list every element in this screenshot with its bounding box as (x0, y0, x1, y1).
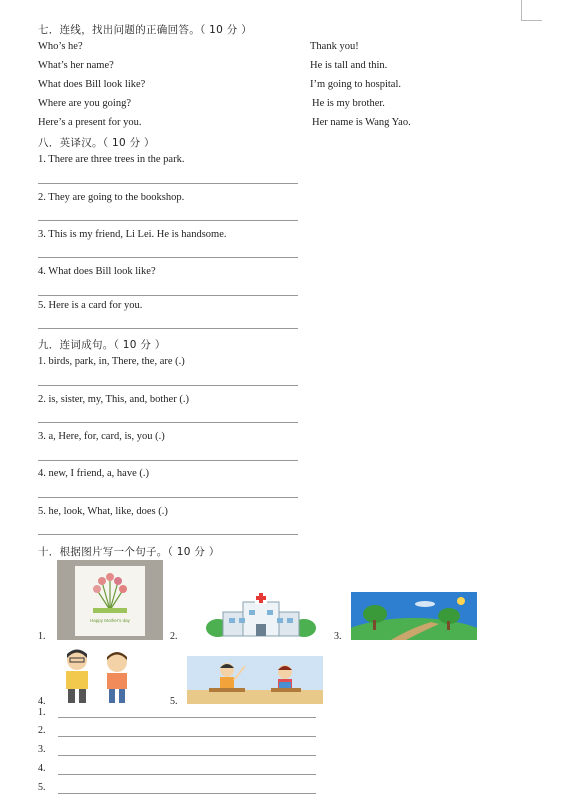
translate-item-3: 3. This is my friend, Li Lei. He is handsome. (38, 229, 227, 240)
picture-label-3: 3. (334, 631, 342, 642)
answer-label-3: 3. (38, 744, 46, 755)
answer-right-3: I’m going to hospital. (310, 79, 401, 90)
two-people-image (57, 645, 139, 705)
section-9-heading: 九．连词成句。（ 10 分 ） (38, 339, 166, 351)
reorder-item-5: 5. he, look, What, like, does (.) (38, 506, 168, 517)
reorder-item-3: 3. a, Here, for, card, is, you (.) (38, 431, 165, 442)
answer-right-2: He is tall and thin. (310, 60, 388, 71)
translate-item-1: 1. There are three trees in the park. (38, 154, 185, 165)
reorder-item-2: 2. is, sister, my, This, and, bother (.) (38, 394, 189, 405)
question-left-1: Who’s he? (38, 41, 83, 52)
question-left-3: What does Bill look like? (38, 79, 146, 90)
answer-line (58, 774, 316, 775)
answer-line (38, 183, 298, 184)
answer-right-4: He is my brother. (312, 98, 385, 109)
picture-label-2: 2. (170, 631, 178, 642)
answer-label-5: 5. (38, 782, 46, 793)
answer-line (38, 328, 298, 329)
answer-line (58, 755, 316, 756)
card-caption: Happy Mother's day (90, 618, 130, 623)
answer-line (58, 736, 316, 737)
picture-label-5: 5. (170, 696, 178, 707)
answer-line (38, 257, 298, 258)
answer-label-2: 2. (38, 725, 46, 736)
answer-label-4: 4. (38, 763, 46, 774)
page-corner-mark (521, 0, 542, 21)
reorder-item-4: 4. new, I friend, a, have (.) (38, 468, 149, 479)
answer-line (38, 497, 298, 498)
picture-label-4: 4. (38, 696, 46, 707)
translate-item-2: 2. They are going to the bookshop. (38, 192, 185, 203)
section-7-heading: 七．连线，找出问题的正确回答。（ 10 分 ） (38, 24, 253, 36)
hospital-image (203, 592, 319, 638)
translate-item-4: 4. What does Bill look like? (38, 266, 156, 277)
section-8-heading: 八．英译汉。（ 10 分 ） (38, 137, 155, 149)
answer-line (38, 422, 298, 423)
answer-line (38, 220, 298, 221)
answer-line (38, 534, 298, 535)
answer-line (38, 460, 298, 461)
answer-right-1: Thank you! (310, 41, 359, 52)
reorder-item-1: 1. birds, park, in, There, the, are (.) (38, 356, 185, 367)
classroom-kids-image (187, 656, 323, 704)
picture-label-1: 1. (38, 631, 46, 642)
answer-line (38, 295, 298, 296)
answer-line (58, 793, 316, 794)
park-scene-image (351, 592, 477, 640)
question-left-5: Here’s a present for you. (38, 117, 142, 128)
mothers-day-card-image (57, 560, 163, 640)
answer-line (58, 717, 316, 718)
answer-label-1: 1. (38, 707, 46, 718)
translate-item-5: 5. Here is a card for you. (38, 300, 143, 311)
answer-line (38, 385, 298, 386)
question-left-4: Where are you going? (38, 98, 131, 109)
question-left-2: What’s her name? (38, 60, 114, 71)
section-10-heading: 十．根据图片写一个句子。（ 10 分 ） (38, 546, 220, 558)
answer-right-5: Her name is Wang Yao. (312, 117, 411, 128)
